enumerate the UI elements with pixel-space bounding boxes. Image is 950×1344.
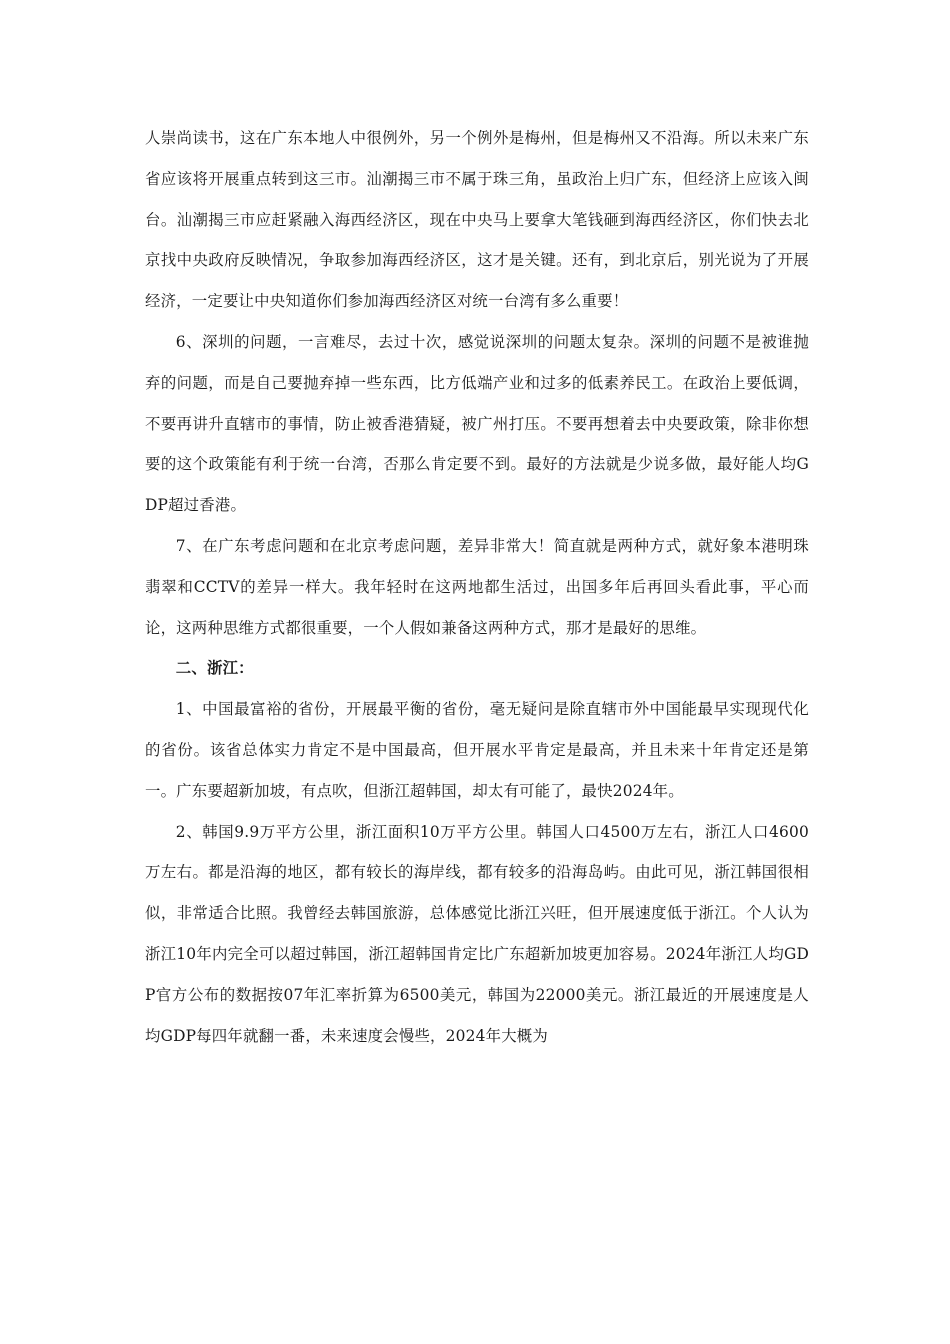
paragraph-item-1: 1、中国最富裕的省份，开展最平衡的省份，毫无疑问是除直辖市外中国能最早实现现代化的省份。该省总体实力肯定不是中国最高，但开展水平肯定是最高，并且未来十年肯定还是第一。广东要超新加坡，有点吹，但浙江超韩国，却太有可能了，最快2024年。 (145, 700, 809, 800)
document-page (145, 118, 809, 1056)
section-heading-zhejiang: 二、浙江： (175, 659, 254, 678)
paragraph-item-2: 2、韩国9.9万平方公里，浙江面积10万平方公里。韩国人口4500万左右，浙江人口4600万左右。都是沿海的地区，都有较长的海岸线，都有较多的沿海岛屿。由此可见，浙江韩国很相似，非常适合比照。我曾经去韩国旅游，总体感觉比浙江兴旺，但开展速度低于浙江。个人认为浙江10年内完全可以超过韩国，浙江超韩国肯定比广东超新加坡更加容易。2024年浙江人均GDP官方公布的数据按07年汇率折算为6500美元，韩国为22000美元。浙江最近的开展速度是人均GDP每四年就翻一番，未来速度会慢些，2024年大概为 (145, 822, 809, 1045)
paragraph-continuation: 人崇尚读书，这在广东本地人中很例外，另一个例外是梅州，但是梅州又不沿海。所以未来广东省应该将开展重点转到这三市。汕潮揭三市不属于珠三角，虽政治上归广东，但经济上应该入闽台。汕潮揭三市应赶紧融入海西经济区，现在中央马上要拿大笔钱砸到海西经济区，你们快去北京找中央政府反映情况，争取参加海西经济区，这才是关键。还有，到北京后，别光说为了开展经济，一定要让中央知道你们参加海西经济区对统一台湾有多么重要！ (145, 129, 809, 311)
paragraph-item-7: 7、在广东考虑问题和在北京考虑问题，差异非常大！简直就是两种方式，就好象本港明珠翡翠和CCTV的差异一样大。我年轻时在这两地都生活过，出国多年后再回头看此事，平心而论，这两种思维方式都很重要，一个人假如兼备这两种方式，那才是最好的思维。 (145, 536, 809, 637)
paragraph-item-6: 6、深圳的问题，一言难尽，去过十次，感觉说深圳的问题太复杂。深圳的问题不是被谁抛弃的问题，而是自己要抛弃掉一些东西，比方低端产业和过多的低素养民工。在政治上要低调，不要再讲升直辖市的事情，防止被香港猜疑，被广州打压。不要再想着去中央要政策，除非你想要的这个政策能有利于统一台湾，否那么肯定要不到。最好的方法就是少说多做，最好能人均GDP超过香港。 (145, 332, 809, 515)
